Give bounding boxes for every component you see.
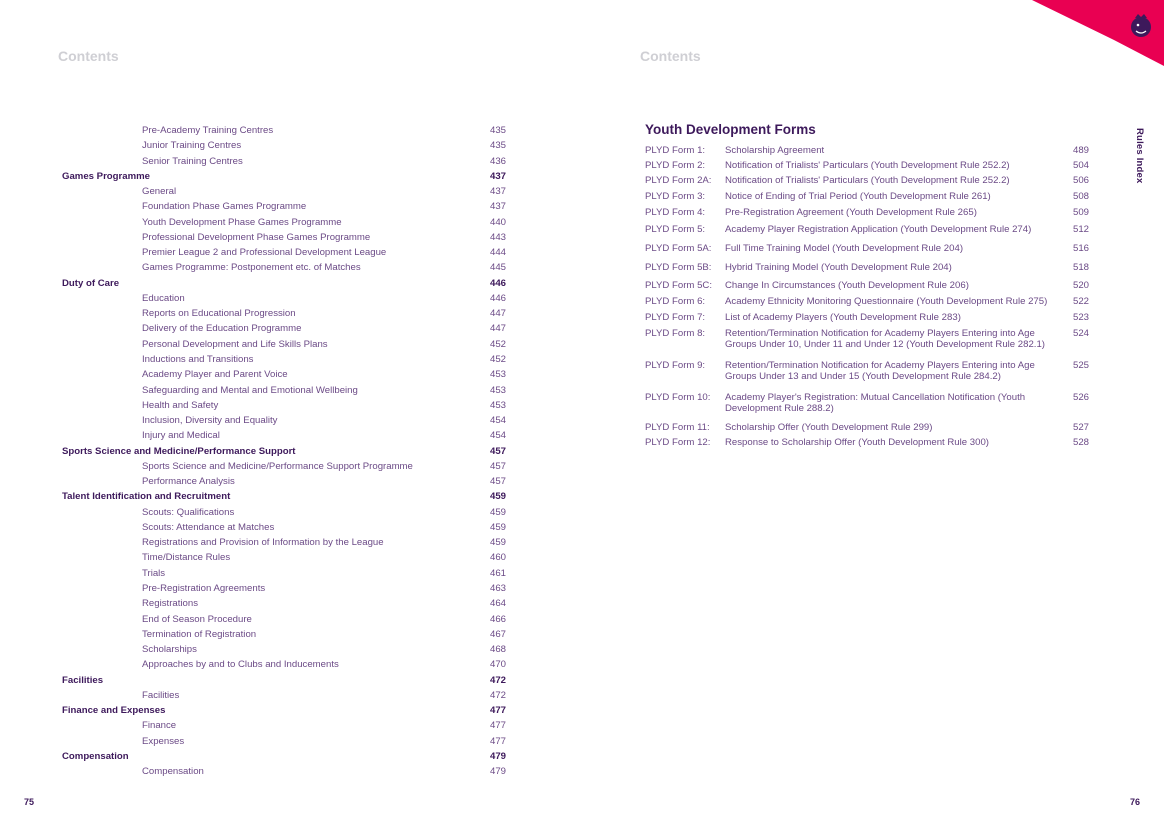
toc-entry-title: Time/Distance Rules (142, 552, 231, 564)
toc-entry-title: Talent Identification and Recruitment (62, 491, 231, 503)
form-description: Notification of Trialists' Particulars (Youth Development Rule 252.2) (725, 175, 1010, 186)
toc-entry-title: Pre-Registration Agreements (142, 582, 266, 594)
form-entry[interactable] (645, 262, 1089, 273)
toc-entry[interactable] (62, 260, 506, 275)
toc-entry-page: 477 (489, 735, 506, 747)
form-code: PLYD Form 3: (645, 191, 706, 202)
toc-entry[interactable] (62, 474, 506, 489)
toc-entry[interactable] (62, 215, 506, 230)
toc-entry-title: Youth Development Phase Games Programme (142, 216, 342, 228)
toc-entry-page: 440 (489, 216, 506, 228)
form-code: PLYD Form 5A: (645, 243, 712, 254)
toc-entry-page: 459 (489, 537, 506, 549)
form-description: Scholarship Agreement (725, 145, 825, 156)
toc-entry[interactable] (62, 184, 506, 199)
toc-entry[interactable] (62, 459, 506, 474)
toc-entry-title: Registrations (142, 598, 198, 610)
toc-entry[interactable] (62, 138, 506, 153)
form-entry[interactable] (645, 328, 1089, 350)
toc-entry-page: 453 (489, 369, 506, 381)
toc-entry-title: Junior Training Centres (142, 140, 242, 152)
toc-section-heading[interactable] (62, 169, 506, 184)
form-entry[interactable] (645, 360, 1089, 382)
toc-entry[interactable] (62, 596, 506, 611)
toc-entry-title: Health and Safety (142, 399, 219, 411)
toc-entry[interactable] (62, 566, 506, 581)
toc-entry[interactable] (62, 413, 506, 428)
form-description: Notification of Trialists' Particulars (Youth Development Rule 252.2) (725, 160, 1010, 171)
toc-entry-title: Expenses (142, 735, 185, 747)
toc-entry[interactable] (62, 535, 506, 550)
left-contents-title: Contents (58, 48, 119, 64)
toc-entry-title: Education (142, 292, 185, 304)
toc-entry-title: Delivery of the Education Programme (142, 323, 302, 335)
forms-list (645, 145, 1089, 448)
toc-entry-title: Sports Science and Medicine/Performance Support (62, 445, 296, 457)
form-page: 516 (1072, 243, 1089, 254)
form-entry[interactable] (645, 280, 1089, 291)
form-code: PLYD Form 5C: (645, 280, 712, 291)
toc-entry-page: 459 (489, 491, 506, 503)
form-page: 508 (1072, 191, 1089, 202)
toc-entry-title: Trials (142, 567, 166, 579)
toc-entry[interactable] (62, 154, 506, 169)
form-entry[interactable] (645, 191, 1089, 202)
toc-entry-page: 454 (489, 415, 506, 427)
form-entry[interactable] (645, 312, 1089, 323)
toc-entry-title: Premier League 2 and Professional Development League (142, 247, 387, 259)
toc-entry-page: 472 (489, 674, 506, 686)
toc-entry-title: Finance (142, 720, 177, 732)
form-code: PLYD Form 12: (645, 437, 711, 448)
toc-entry-title: Academy Player and Parent Voice (142, 369, 288, 381)
form-description: Pre-Registration Agreement (Youth Development Rule 265) (725, 207, 977, 218)
form-page: 528 (1072, 437, 1089, 448)
form-description: Retention/Termination Notification for Academy Players Entering into Age Groups Under 10, Under 11 and Under 12 (Youth Development Rule 282.1) (725, 328, 1045, 350)
toc-entry-title: Facilities (62, 674, 104, 686)
toc-entry[interactable] (62, 657, 506, 672)
toc-entry[interactable] (62, 734, 506, 749)
toc-entry-page: 453 (489, 399, 506, 411)
rules-index-label[interactable]: Rules Index (1134, 128, 1145, 184)
toc-entry[interactable] (62, 245, 506, 260)
toc-entry-page: 468 (489, 644, 506, 656)
form-page: 509 (1072, 207, 1089, 218)
toc-section-heading[interactable] (62, 276, 506, 291)
toc-entry-title: Performance Analysis (142, 476, 235, 488)
toc-entry-title: Facilities (142, 689, 180, 701)
left-page-number: 75 (24, 797, 35, 807)
section-title: Youth Development Forms (645, 122, 816, 137)
form-code: PLYD Form 5: (645, 224, 706, 235)
right-page-number: 76 (1129, 797, 1140, 807)
form-page: 504 (1072, 160, 1089, 171)
form-entry[interactable] (645, 392, 1089, 414)
toc-entry-title: Scouts: Qualifications (142, 506, 235, 518)
corner-decoration (1014, 0, 1164, 70)
toc-entry[interactable] (62, 627, 506, 642)
toc-entry-page: 447 (489, 323, 506, 335)
toc-entry-title: Senior Training Centres (142, 155, 243, 167)
toc-entry-page: 477 (489, 720, 506, 732)
toc-entry-title: Inductions and Transitions (142, 353, 254, 365)
toc-entry-title: General (142, 186, 177, 198)
toc-section-heading[interactable] (62, 444, 506, 459)
form-code: PLYD Form 6: (645, 296, 706, 307)
toc-entry[interactable] (62, 505, 506, 520)
form-page: 523 (1072, 312, 1089, 323)
form-description: Full Time Training Model (Youth Development Rule 204) (725, 243, 964, 254)
toc-entry[interactable] (62, 718, 506, 733)
toc-entry-title: Approaches by and to Clubs and Inducements (142, 659, 339, 671)
toc-entry-title: Safeguarding and Mental and Emotional Wellbeing (142, 384, 358, 396)
form-code: PLYD Form 5B: (645, 262, 712, 273)
toc-entry-title: Foundation Phase Games Programme (142, 201, 307, 213)
toc-entry[interactable] (62, 367, 506, 382)
form-description: Change In Circumstances (Youth Development Rule 206) (725, 280, 969, 291)
toc-entry-title: Inclusion, Diversity and Equality (142, 415, 278, 427)
toc-entry-page: 437 (489, 201, 506, 213)
right-contents-title: Contents (640, 48, 701, 64)
toc-entry-title: Personal Development and Life Skills Plans (142, 338, 328, 350)
toc-entry[interactable] (62, 199, 506, 214)
toc-entry-page: 464 (489, 598, 506, 610)
right-page (582, 0, 1164, 826)
toc-entry-page: 445 (489, 262, 506, 274)
form-page: 512 (1072, 224, 1089, 235)
form-page: 506 (1072, 175, 1089, 186)
toc-entry-page: 457 (489, 476, 506, 488)
toc-entry[interactable] (62, 612, 506, 627)
form-code: PLYD Form 2A: (645, 175, 712, 186)
form-page: 525 (1072, 360, 1089, 371)
toc-entry-title: Registrations and Provision of Information by the League (142, 537, 384, 549)
toc-entry-page: 463 (489, 582, 506, 594)
toc-entry-page: 453 (489, 384, 506, 396)
toc-entry-title: Compensation (62, 750, 129, 762)
toc-entry-page: 467 (489, 628, 506, 640)
toc-entry-page: 452 (489, 338, 506, 350)
toc-list (62, 123, 506, 779)
form-code: PLYD Form 10: (645, 392, 711, 403)
toc-entry-page: 459 (489, 521, 506, 533)
form-entry[interactable] (645, 175, 1089, 186)
toc-entry-title: Duty of Care (62, 277, 120, 289)
form-code: PLYD Form 1: (645, 145, 706, 156)
form-code: PLYD Form 4: (645, 207, 706, 218)
form-entry[interactable] (645, 145, 1089, 156)
toc-section-heading[interactable] (62, 489, 506, 504)
toc-entry-page: 446 (489, 292, 506, 304)
toc-entry-page: 470 (489, 659, 506, 671)
toc-entry-page: 477 (489, 705, 506, 717)
toc-entry-title: Finance and Expenses (62, 705, 166, 717)
toc-entry[interactable] (62, 291, 506, 306)
toc-section-heading[interactable] (62, 673, 506, 688)
toc-entry-page: 460 (489, 552, 506, 564)
toc-entry-page: 447 (489, 308, 506, 320)
toc-entry-title: Pre-Academy Training Centres (142, 125, 274, 136)
toc-entry-page: 435 (489, 125, 506, 136)
toc-entry-title: Sports Science and Medicine/Performance Support Programme (142, 460, 413, 472)
toc-entry-page: 466 (489, 613, 506, 625)
toc-entry[interactable] (62, 123, 506, 138)
form-entry[interactable] (645, 422, 1089, 433)
toc-entry[interactable] (62, 642, 506, 657)
toc-entry[interactable] (62, 352, 506, 367)
toc-entry-page: 457 (489, 460, 506, 472)
form-entry[interactable] (645, 224, 1089, 235)
form-entry[interactable] (645, 437, 1089, 448)
toc-entry[interactable] (62, 398, 506, 413)
toc-entry[interactable] (62, 764, 506, 779)
form-page: 526 (1072, 392, 1089, 403)
toc-entry-page: 444 (489, 247, 506, 259)
toc-entry[interactable] (62, 688, 506, 703)
toc-entry-page: 461 (489, 567, 506, 579)
toc-entry[interactable] (62, 520, 506, 535)
toc-entry-title: Scouts: Attendance at Matches (142, 521, 275, 533)
toc-entry-title: Games Programme (62, 170, 150, 182)
toc-entry-page: 454 (489, 430, 506, 442)
form-description: Academy Player's Registration: Mutual Cancellation Notification (Youth Development Rule 288.2) (725, 392, 1026, 414)
toc-entry-page: 479 (489, 750, 506, 762)
form-description: Hybrid Training Model (Youth Development Rule 204) (725, 262, 952, 273)
toc-entry-title: Compensation (142, 766, 204, 778)
form-page: 520 (1072, 280, 1089, 291)
form-description: Academy Ethnicity Monitoring Questionnaire (Youth Development Rule 275) (725, 296, 1048, 307)
toc-entry-page: 457 (489, 445, 506, 457)
toc-section-heading[interactable] (62, 703, 506, 718)
form-description: Scholarship Offer (Youth Development Rule 299) (725, 422, 933, 433)
form-page: 522 (1072, 296, 1089, 307)
toc-entry-title: Games Programme: Postponement etc. of Matches (142, 262, 361, 274)
toc-entry[interactable] (62, 383, 506, 398)
toc-entry-title: Scholarships (142, 644, 197, 656)
toc-entry-page: 437 (489, 186, 506, 198)
form-entry[interactable] (645, 296, 1089, 307)
toc-entry[interactable] (62, 428, 506, 443)
form-page: 527 (1072, 422, 1089, 433)
form-entry[interactable] (645, 243, 1089, 254)
toc-entry-page: 443 (489, 231, 506, 243)
form-description: Response to Scholarship Offer (Youth Development Rule 300) (725, 437, 989, 448)
toc-entry[interactable] (62, 550, 506, 565)
form-entry[interactable] (645, 207, 1089, 218)
form-description: List of Academy Players (Youth Development Rule 283) (725, 312, 961, 323)
toc-entry-page: 479 (489, 766, 506, 778)
toc-entry[interactable] (62, 581, 506, 596)
toc-entry-page: 472 (489, 689, 506, 701)
toc-entry-page: 435 (489, 140, 506, 152)
toc-entry[interactable] (62, 230, 506, 245)
form-page: 489 (1072, 145, 1089, 156)
form-code: PLYD Form 11: (645, 422, 710, 433)
form-description: Notice of Ending of Trial Period (Youth Development Rule 261) (725, 191, 991, 202)
toc-entry-title: End of Season Procedure (142, 613, 252, 625)
toc-section-heading[interactable] (62, 749, 506, 764)
toc-entry-page: 452 (489, 353, 506, 365)
toc-entry-page: 459 (489, 506, 506, 518)
toc-entry-title: Reports on Educational Progression (142, 308, 296, 320)
toc-entry-title: Professional Development Phase Games Programme (142, 231, 371, 243)
form-page: 524 (1072, 328, 1089, 339)
toc-entry-page: 436 (489, 155, 506, 167)
form-code: PLYD Form 9: (645, 360, 706, 371)
toc-entry-page: 437 (489, 170, 506, 182)
form-code: PLYD Form 7: (645, 312, 706, 323)
toc-entry-title: Injury and Medical (142, 430, 220, 442)
toc-entry[interactable] (62, 306, 506, 321)
form-entry[interactable] (645, 160, 1089, 171)
form-description: Academy Player Registration Application (Youth Development Rule 274) (725, 224, 1032, 235)
form-code: PLYD Form 8: (645, 328, 706, 339)
form-description: Retention/Termination Notification for Academy Players Entering into Age Groups Under 13 and Under 15 (Youth Development Rule 284.2) (725, 360, 1035, 382)
toc-entry[interactable] (62, 321, 506, 336)
form-code: PLYD Form 2: (645, 160, 706, 171)
form-page: 518 (1072, 262, 1089, 273)
toc-entry-title: Termination of Registration (142, 628, 257, 640)
toc-entry[interactable] (62, 337, 506, 352)
toc-entry-page: 446 (489, 277, 506, 289)
